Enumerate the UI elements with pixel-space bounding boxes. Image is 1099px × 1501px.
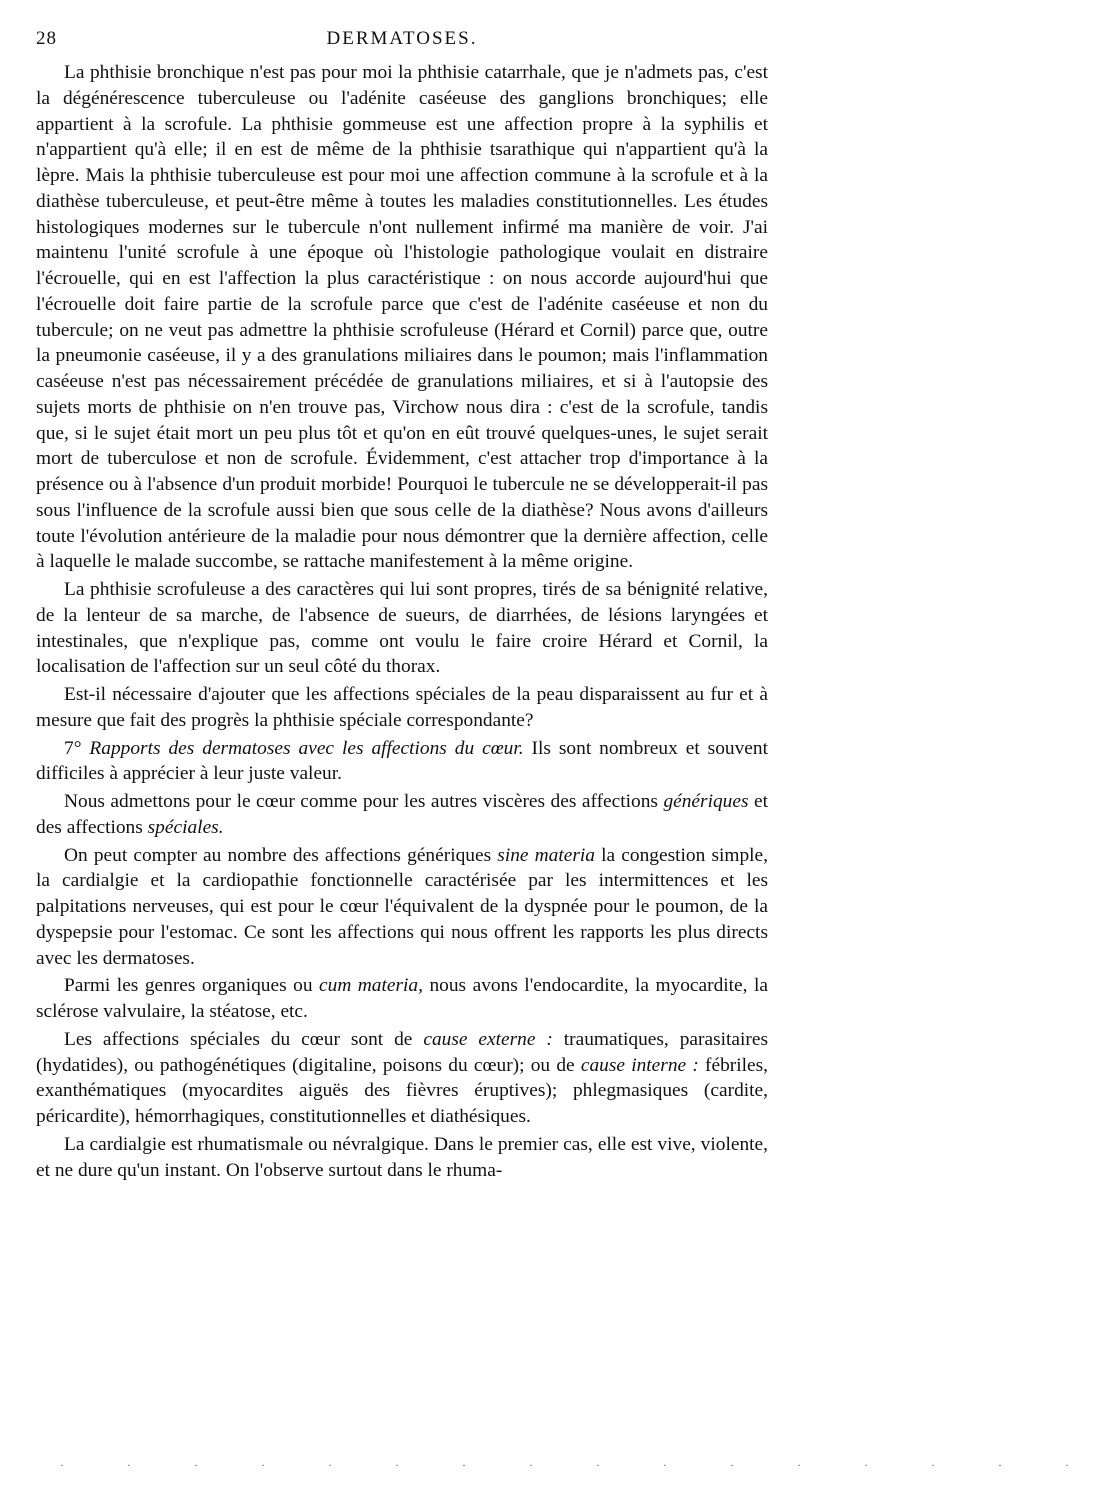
paragraph [36,577,768,680]
paragraph-text: nous avons l'endocardite, la myocardite, la sclérose valvulaire, la stéatose, etc. [36,975,768,1022]
paragraph-text: la congestion simple, la cardialgie et la cardiopathie fonctionnelle caractérisée par les intermittences et les palpitations nerveuses, qui est pour le cœur l'équivalent de la dyspnée pour le poumon, de la dyspepsie pour l'estomac. Ce sont les affections qui nous offrent les rapports les plus directs avec les dermatoses. [36,844,769,969]
paragraph [36,60,768,575]
italic-text: spéciales. [147,816,224,838]
paragraph-text: La cardialgie est rhumatismale ou névralgique. Dans le premier cas, elle est vive, violente, et ne dure qu'un instant. On l'observe surtout dans le rhuma- [36,1133,768,1181]
italic-text: Rapports des dermatoses avec les affections du cœur. [89,737,524,759]
paragraph-text: et des affections [36,791,768,838]
footer-print-marks: · · · · · · · · · · · · · · · · [60,1458,1099,1472]
italic-text: cause interne : [580,1054,699,1076]
paragraph-text: La phthisie bronchique n'est pas pour moi la phthisie catarrhale, que je n'admets pas, c'est la dégénérescence tuberculeuse ou l'adénite caséeuse des ganglions bronchiques; elle appartient à la scrofule. La phthisie gommeuse est une affection propre à la syphilis et n'appartient qu'à elle; il en est de même de la phthisie tsarathique qui n'appartient qu'à la lèpre. Mais la phthisie tuberculeuse est pour moi une affection commune à la scrofule et à la diathèse tuberculeuse, et peut-être même à toutes les maladies constitutionnelles. Les études histologiques modernes sur le tubercule n'ont nullement infirmé ma manière de voir. J'ai maintenu l'unité scrofule à une époque où l'histologie pathologique voulait en distraire l'écrouelle, qui en est l'affection la plus caractéristique : on nous accorde aujourd'hui que l'écrouelle doit faire partie de la scrofule parce que c'est de l'adénite caséeuse et non du tubercule; on ne veut pas admettre la phthisie scrofuleuse (Hérard et Cornil) parce que, outre la pneumonie caséeuse, il y a des granulations miliaires dans le poumon; mais l'inflammation caséeuse n'est pas nécessairement précédée de granulations miliaires, et si à l'autopsie des sujets morts de phthisie on n'en trouve pas, Virchow nous dira : c'est de la scrofule, tandis que, si le sujet était mort un peu plus tôt et qu'on en eût trouvé quelques-unes, le sujet serait mort de tuberculose et non de scrofule. Évidemment, c'est attacher trop d'importance à la présence ou à l'absence d'un produit morbide! Pourquoi le tubercule ne se développerait-il pas sous l'influence de la scrofule aussi bien que sous celle de la diathèse? Nous avons d'ailleurs toute l'évolution antérieure de la maladie pour nous démontrer que la dernière affection, celle à laquelle le malade succombe, se rattache manifestement à la même origine. [36,62,768,573]
paragraph-text: Les affections spéciales du cœur sont de [64,1028,424,1050]
page-header [36,28,768,54]
italic-text: cause externe : [423,1028,553,1050]
paragraph-text: La phthisie scrofuleuse a des caractères qui lui sont propres, tirés de sa bénignité relative, de la lenteur de sa marche, de l'absence de sueurs, de diarrhées, de lésions laryngées et intestinales, que n'explique pas, comme ont voulu le faire croire Hérard et Cornil, la localisation de l'affection sur un seul côté du thorax. [36,579,768,678]
paragraph-text: fébriles, exanthématiques (myocardites aiguës des fièvres éruptives); phlegmasiques (cardite, péricardite), hémorrhagiques, constitutionnelles et diathésiques. [36,1054,768,1127]
paragraph [36,843,768,972]
paragraph [36,1027,768,1130]
paragraph [36,682,768,734]
paragraph-text: 7° [64,737,90,759]
paragraph [36,736,768,788]
paragraph [36,789,768,841]
paragraph-text: Parmi les genres organiques ou [64,975,320,997]
paragraph [36,1132,768,1184]
page [36,28,768,1183]
running-title: DERMATOSES. [326,28,478,49]
italic-text: sine materia [497,844,595,866]
paragraph [36,973,768,1025]
paragraph-text: Nous admettons pour le cœur comme pour les autres viscères des affections [64,791,664,812]
paragraph-text: Est-il nécessaire d'ajouter que les affections spéciales de la peau disparaissent au fur et à mesure que fait des progrès la phthisie spéciale correspondante? [36,684,768,731]
paragraph-text: On peut compter au nombre des affections génériques [64,844,498,866]
paragraph-text: Ils sont nombreux et souvent difficiles à apprécier à leur juste valeur. [36,737,768,785]
page-number: 28 [36,28,57,49]
italic-text: génériques [663,791,749,812]
paragraph-text: traumatiques, parasitaires (hydatides), ou pathogénétiques (digitaline, poisons du cœur); ou de [36,1028,768,1076]
body-text [36,60,768,1183]
italic-text: cum materia, [319,975,423,997]
